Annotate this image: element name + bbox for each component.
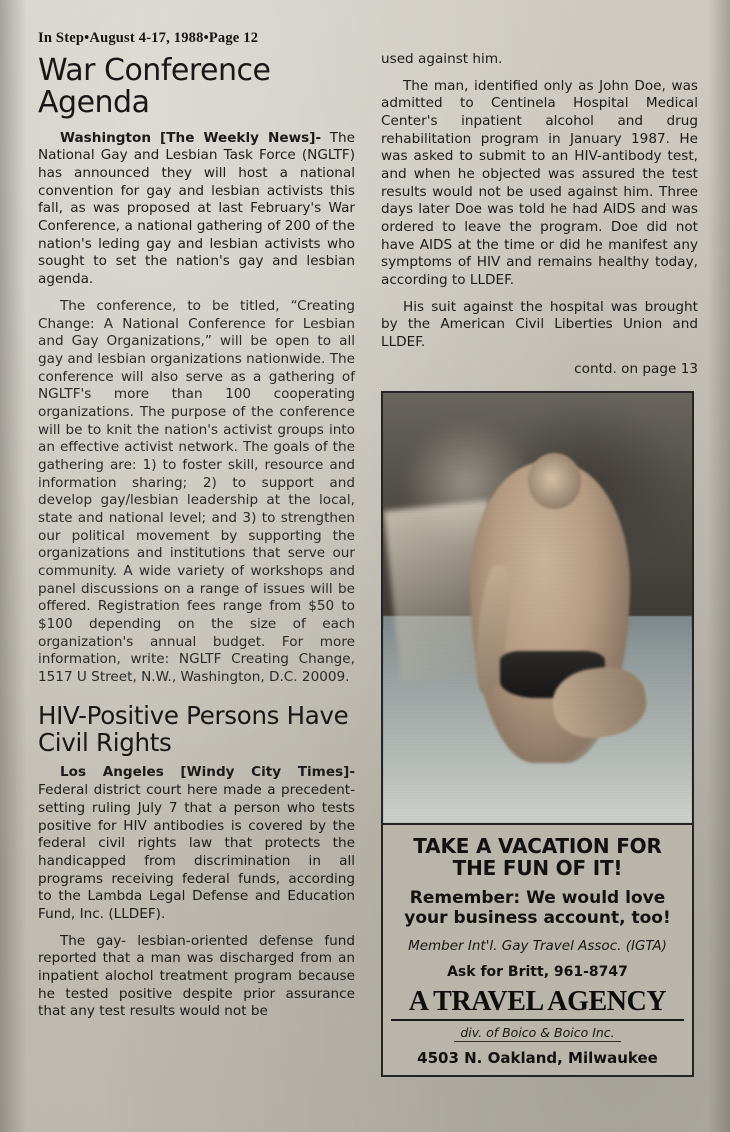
ad-contact-line[interactable]: Ask for Britt, 961-8747 <box>447 963 628 980</box>
column-container <box>38 51 698 1077</box>
ad-headline-secondary: Remember: We would love your business account, too! <box>404 887 671 928</box>
article-headline-war-conference: War Conference Agenda <box>38 53 271 121</box>
article2-paragraph-4: His suit against the hospital was brought by the American Civil Liberties Union and LLDEF. <box>381 298 698 351</box>
ad-agency-name: A TRAVEL AGENCY <box>391 986 684 1021</box>
photo-halftone-grain <box>383 393 692 823</box>
article2-paragraph-2-continued: used against him. <box>381 51 503 67</box>
masthead: In Step•August 4-17, 1988•Page 12 <box>38 30 259 46</box>
ad-address-line: 4503 N. Oakland, Milwaukee <box>417 1048 658 1067</box>
continuation-note: contd. on page 13 <box>574 360 698 377</box>
article2-paragraph-1: Los Angeles [Windy City Times]- Federal district court here made a precedent-setting ruling July 7 that a person who tests positive for HIV antibodies is covered by the federal civil rights law that protects the handicapped from discrimination in all programs receiving federal funds, according to the Lambda Legal Defense and Education Fund, Inc. (LLDEF). <box>38 764 355 922</box>
article2-paragraph-3: The man, identified only as John Doe, was admitted to Centinela Hospital Medical Center's inpatient alcohol and drug rehabilitation program in January 1987. He was asked to submit to an HIV-antibody test, and when he objected was assured the test results would not be used against him. Three days later Doe was told he had AIDS and was ordered to leave the program. Doe did not have AIDS at the time or did he manifest any symptoms of HIV and remains healthy today, according to LLDEF. <box>381 77 698 289</box>
ad-text-block <box>383 825 692 1075</box>
right-edge-shadow <box>708 0 730 1132</box>
ad-division-line: div. of Boico & Boico Inc. <box>454 1025 620 1042</box>
ad-membership-line: Member Int'l. Gay Travel Assoc. (IGTA) <box>408 937 667 954</box>
article-headline-hiv-civil-rights: HIV-Positive Persons Have Civil Rights <box>38 700 349 757</box>
left-edge-shadow <box>0 0 26 1132</box>
left-column <box>38 51 355 1077</box>
advertisement-a-travel-agency[interactable] <box>381 391 694 1077</box>
article1-paragraph-1: Washington [The Weekly News]- The National Gay and Lesbian Task Force (NGLTF) has announced they will host a national convention for gay and lesbian activists this fall, as was proposed at last February's War Conference, a national gathering of 200 of the nation's leding gay and lesbian activists who sought to set the nation's gay and lesbian agenda. <box>38 129 355 288</box>
article1-paragraph-2: The conference, to be titled, “Creating Change: A National Conference for Lesbian and Gay Organizations,” will be open to all gay and lesbian organizations nationwide. The conference will also serve as a gathering of NGLTF's more than 100 cooperating organizations. The purpose of the conference will be to knit the nation's activist groups into an effective activist network. The goals of the gathering are: 1) to foster skill, resource and information sharing; 2) to support and develop gay/lesbian leadership at the local, state and national level; and 3) to strengthen our political movement by supporting the organizations and institutions that serve our community. A wide variety of workshops and panel discussions on a range of issues will be offered. Registration fees range from $50 to $100 depending on the size of each organization's annual budget. For more information, write: NGLTF Creating Change, 1517 U Street, N.W., Washington, D.C. 20009. <box>38 297 355 685</box>
article2-paragraph-2: The gay- lesbian-oriented defense fund reported that a man was discharged from an inpatient alochol treatment program because he tested positive despite prior assurance that any test results would not be <box>38 932 355 1020</box>
ad-photo <box>383 393 692 825</box>
page-content <box>38 30 698 1077</box>
ad-headline-primary: TAKE A VACATION FOR THE FUN OF IT! <box>413 833 662 881</box>
right-column <box>381 51 698 1077</box>
